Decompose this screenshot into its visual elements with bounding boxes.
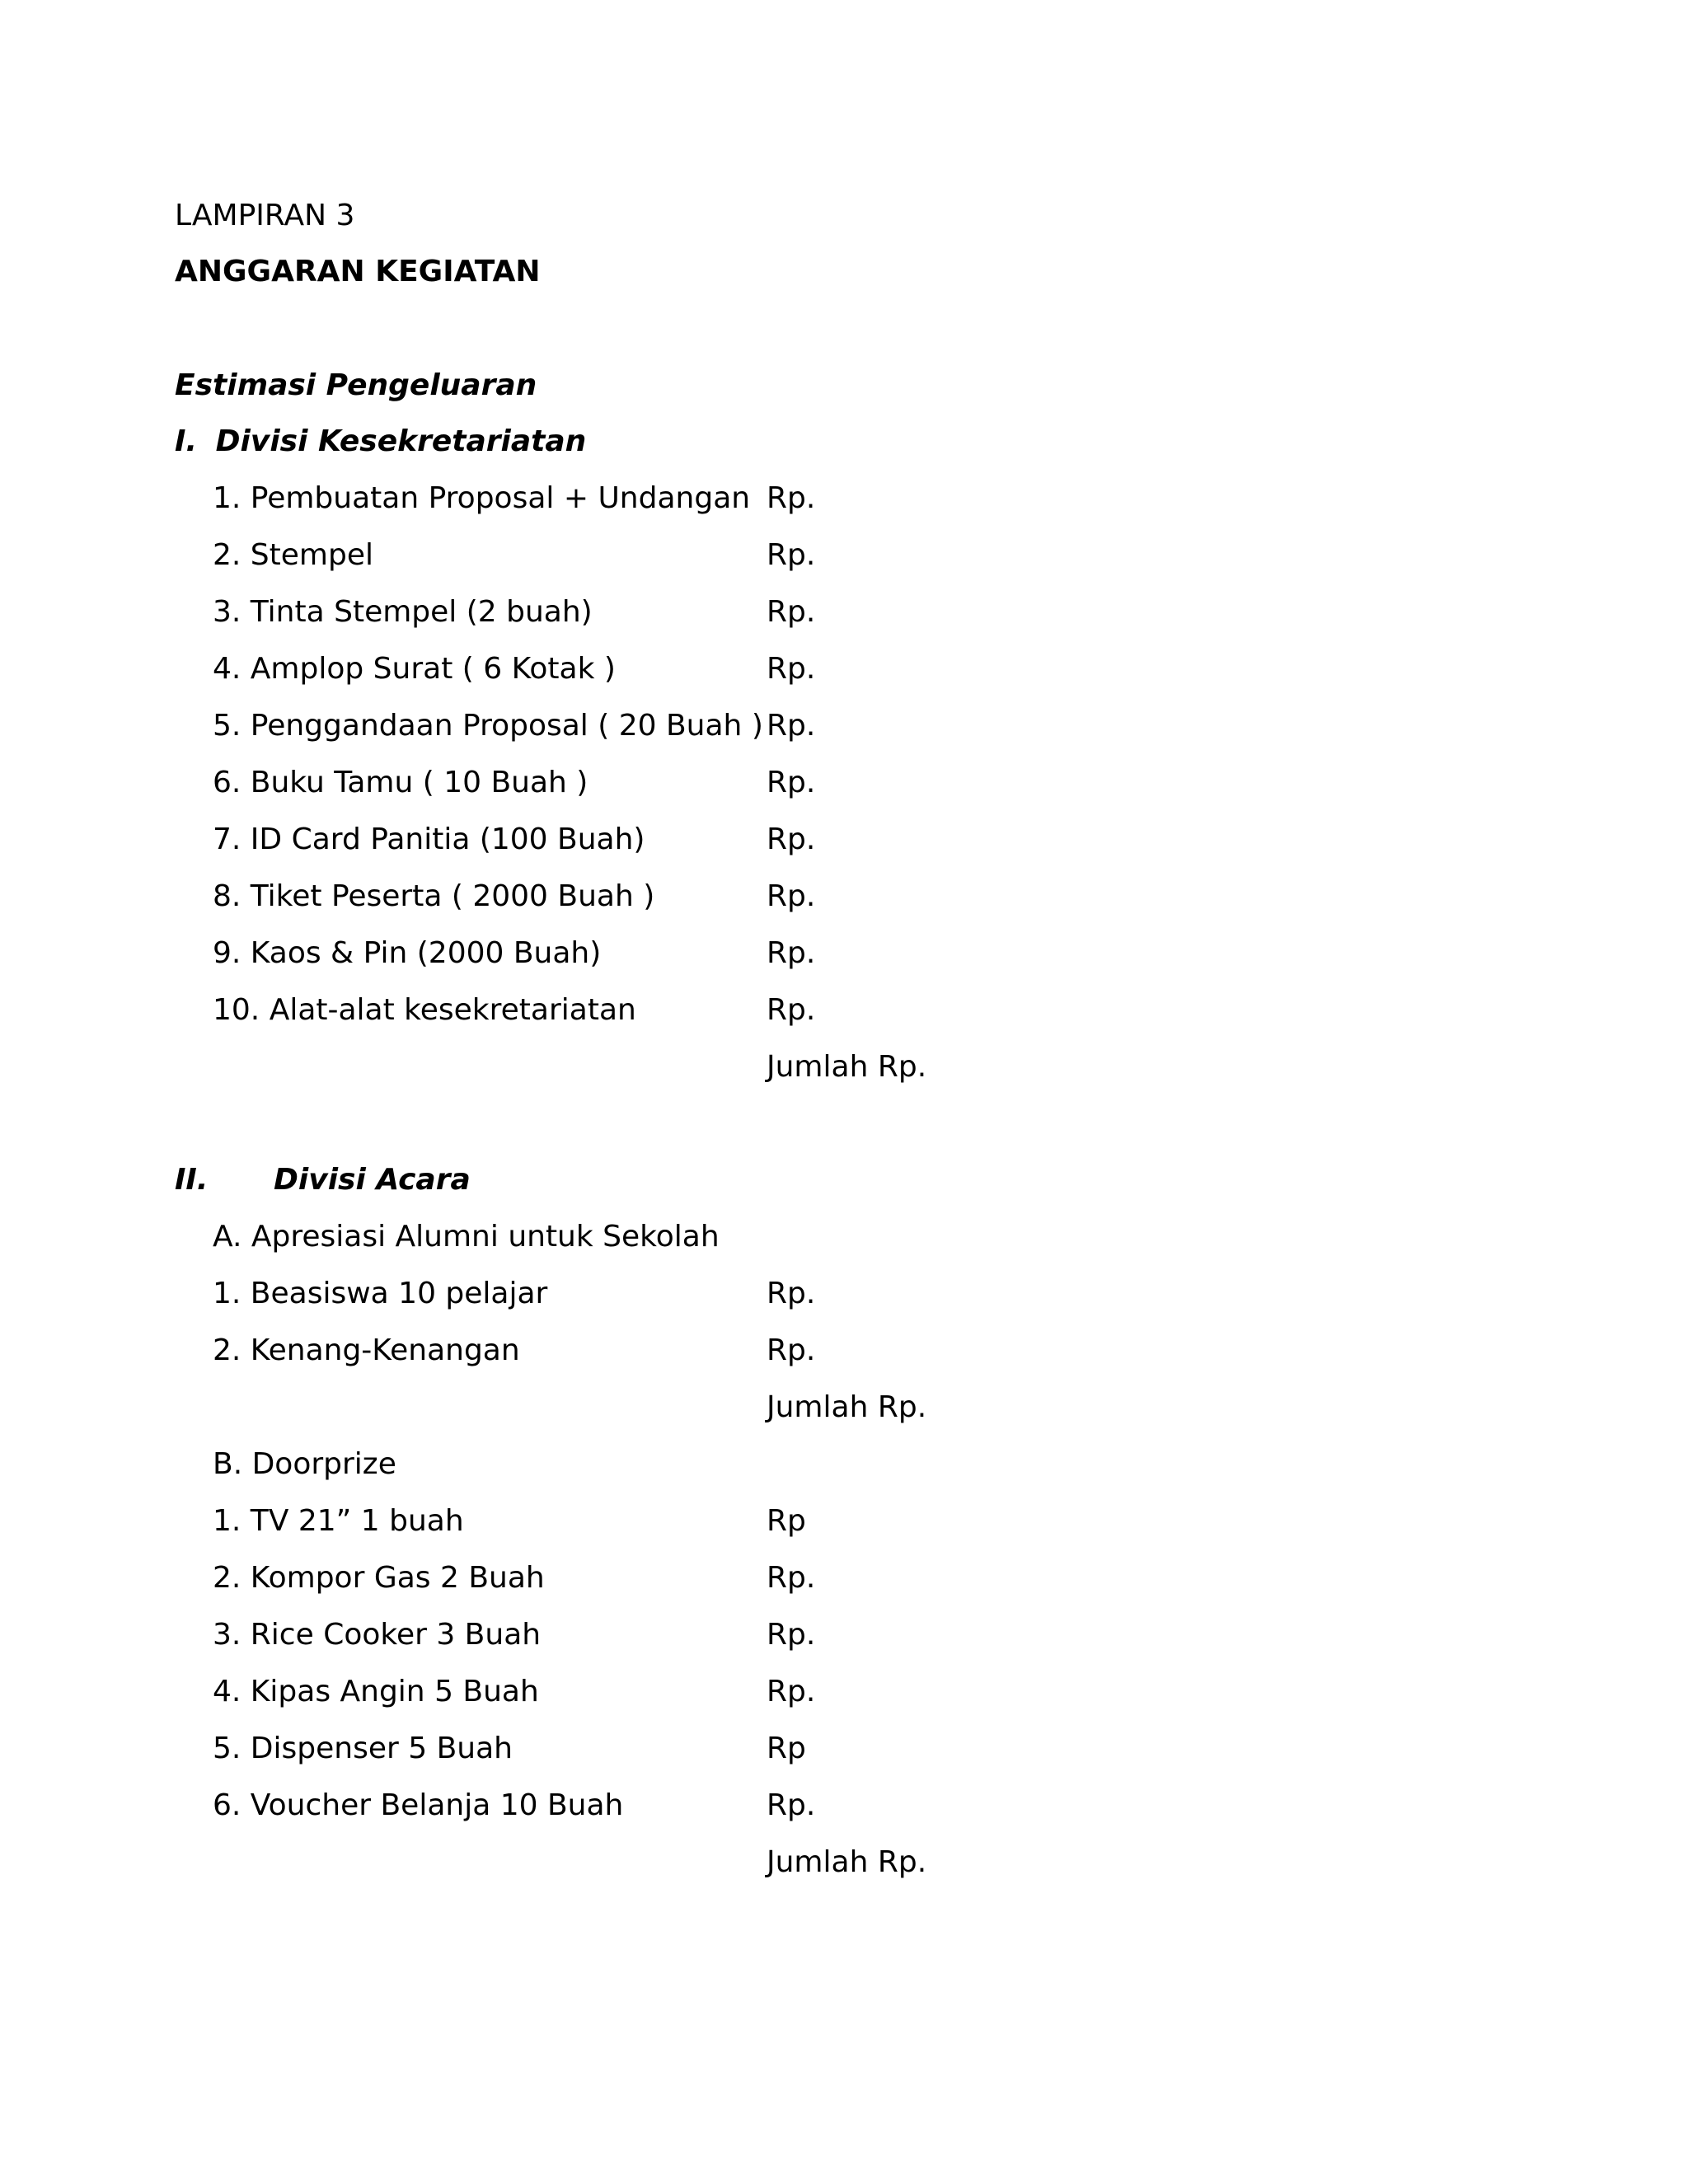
subsection-b-title: B. Doorprize <box>213 1447 396 1481</box>
list-item: 6. Voucher Belanja 10 Buah <box>213 1788 624 1822</box>
list-item: 1. Beasiswa 10 pelajar <box>213 1277 548 1310</box>
amount-cell: Rp. <box>767 1561 816 1595</box>
amount-cell: Rp. <box>767 481 816 515</box>
estimasi-heading: Estimasi Pengeluaran <box>175 368 537 402</box>
list-item: 3. Rice Cooker 3 Buah <box>213 1618 542 1652</box>
section2-roman: II. <box>175 1163 209 1197</box>
amount-cell: Rp. <box>767 1277 816 1310</box>
list-item: 3. Tinta Stempel (2 buah) <box>213 595 593 629</box>
amount-cell: Rp. <box>767 709 816 743</box>
amount-cell: Rp. <box>767 879 816 913</box>
section2-title: Divisi Acara <box>274 1163 471 1197</box>
list-item: 5. Penggandaan Proposal ( 20 Buah ) <box>213 709 763 743</box>
amount-cell: Rp <box>767 1732 806 1765</box>
amount-cell: Rp. <box>767 1333 816 1367</box>
amount-cell: Rp. <box>767 1618 816 1652</box>
amount-cell: Rp. <box>767 595 816 629</box>
list-item: 2. Kompor Gas 2 Buah <box>213 1561 545 1595</box>
amount-cell: Rp. <box>767 766 816 799</box>
section1-heading <box>175 424 586 460</box>
list-item: 5. Dispenser 5 Buah <box>213 1732 513 1765</box>
amount-cell: Rp <box>767 1504 806 1538</box>
list-item: 9. Kaos & Pin (2000 Buah) <box>213 936 602 970</box>
section2-heading <box>175 1162 471 1198</box>
amount-cell: Rp. <box>767 1675 816 1708</box>
lampiran-label: LAMPIRAN 3 <box>175 199 355 232</box>
section1-title: Divisi Kesekretariatan <box>215 424 587 458</box>
list-item: 4. Amplop Surat ( 6 Kotak ) <box>213 652 616 686</box>
document-title: ANGGARAN KEGIATAN <box>175 255 541 288</box>
subsection-a-title: A. Apresiasi Alumni untuk Sekolah <box>213 1220 720 1254</box>
list-item: 4. Kipas Angin 5 Buah <box>213 1675 539 1708</box>
list-item: 7. ID Card Panitia (100 Buah) <box>213 823 645 856</box>
subsection-b-total: Jumlah Rp. <box>767 1845 927 1879</box>
list-item: 2. Stempel <box>213 538 373 572</box>
amount-cell: Rp. <box>767 652 816 686</box>
amount-cell: Rp. <box>767 538 816 572</box>
list-item: 10. Alat-alat kesekretariatan <box>213 993 636 1027</box>
list-item: 1. Pembuatan Proposal + Undangan <box>213 481 751 515</box>
section1-total: Jumlah Rp. <box>767 1050 927 1084</box>
amount-cell: Rp. <box>767 823 816 856</box>
amount-cell: Rp. <box>767 936 816 970</box>
list-item: 2. Kenang-Kenangan <box>213 1333 520 1367</box>
amount-cell: Rp. <box>767 1788 816 1822</box>
subsection-a-total: Jumlah Rp. <box>767 1390 927 1424</box>
section1-roman: I. <box>175 424 198 458</box>
list-item: 8. Tiket Peserta ( 2000 Buah ) <box>213 879 655 913</box>
list-item: 1. TV 21” 1 buah <box>213 1504 464 1538</box>
amount-cell: Rp. <box>767 993 816 1027</box>
list-item: 6. Buku Tamu ( 10 Buah ) <box>213 766 588 799</box>
